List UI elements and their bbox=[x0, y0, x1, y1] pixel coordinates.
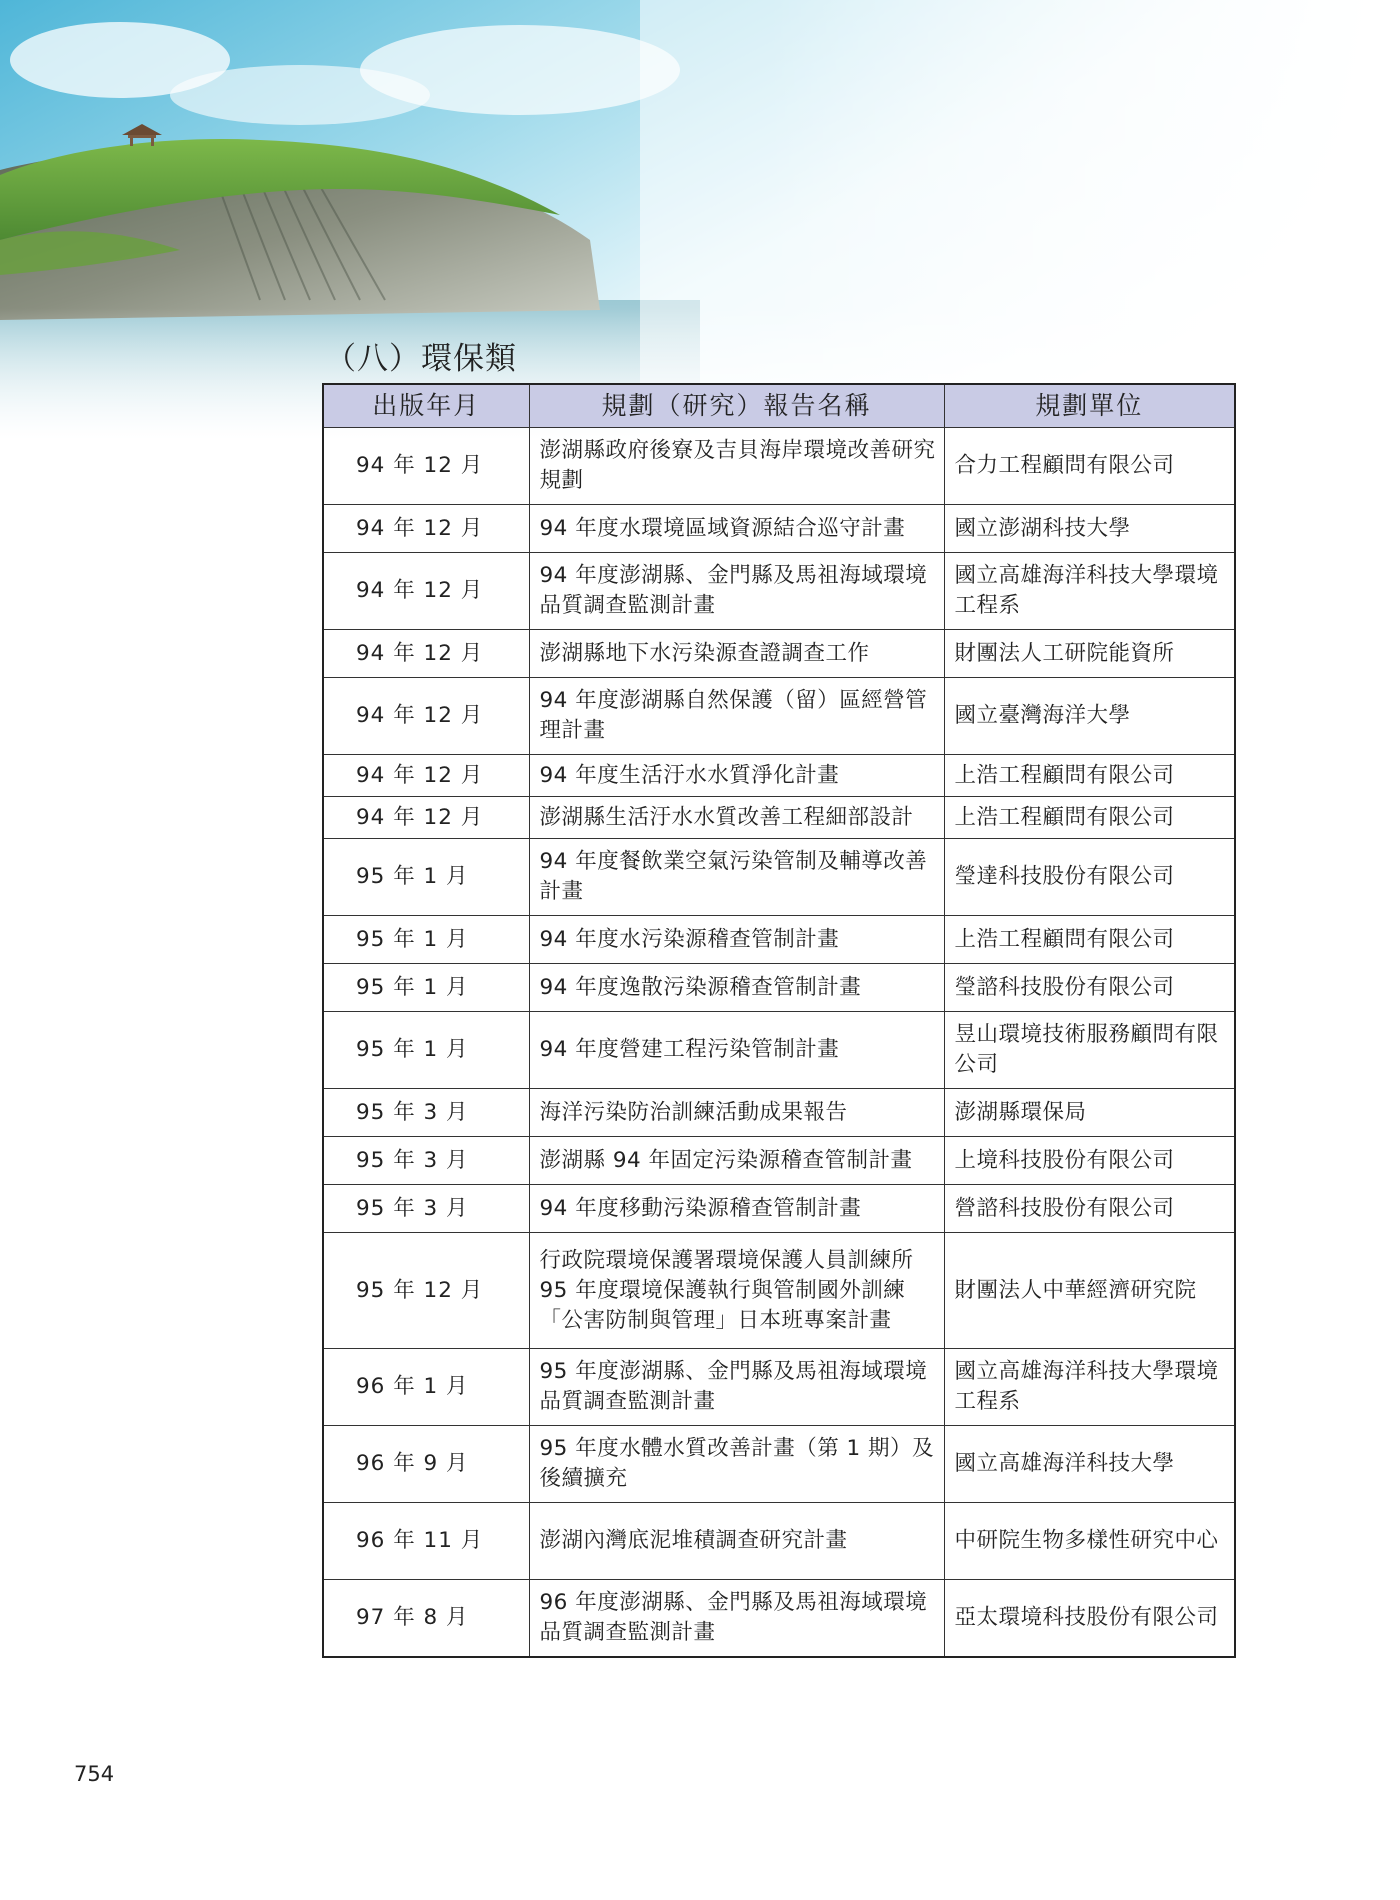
cell-report-name: 澎湖縣生活汙水水質改善工程細部設計 bbox=[529, 797, 944, 839]
cell-report-name: 澎湖縣地下水污染源查證調查工作 bbox=[529, 630, 944, 678]
cell-unit: 上浩工程顧問有限公司 bbox=[944, 916, 1235, 964]
table-row bbox=[323, 916, 1235, 964]
column-header-report-name: 規劃（研究）報告名稱 bbox=[529, 384, 944, 428]
cell-date: 94 年 12 月 bbox=[323, 797, 529, 839]
cell-unit: 中研院生物多樣性研究中心 bbox=[944, 1503, 1235, 1580]
table-row bbox=[323, 1089, 1235, 1137]
table-row bbox=[323, 428, 1235, 505]
cell-date: 94 年 12 月 bbox=[323, 630, 529, 678]
cell-date: 97 年 8 月 bbox=[323, 1580, 529, 1658]
cell-unit: 國立高雄海洋科技大學環境工程系 bbox=[944, 553, 1235, 630]
table-row bbox=[323, 1185, 1235, 1233]
cell-date: 95 年 12 月 bbox=[323, 1233, 529, 1349]
cell-report-name: 海洋污染防治訓練活動成果報告 bbox=[529, 1089, 944, 1137]
cell-unit: 國立高雄海洋科技大學 bbox=[944, 1426, 1235, 1503]
cell-report-name: 行政院環境保護署環境保護人員訓練所 95 年度環境保護執行與管制國外訓練「公害防制與管理」日本班專案計畫 bbox=[529, 1233, 944, 1349]
cell-date: 95 年 3 月 bbox=[323, 1137, 529, 1185]
cell-report-name: 94 年度移動污染源稽查管制計畫 bbox=[529, 1185, 944, 1233]
cell-unit: 上浩工程顧問有限公司 bbox=[944, 755, 1235, 797]
cell-report-name: 澎湖內灣底泥堆積調查研究計畫 bbox=[529, 1503, 944, 1580]
table-row bbox=[323, 1580, 1235, 1658]
cell-report-name: 94 年度水環境區域資源結合巡守計畫 bbox=[529, 505, 944, 553]
section-title: （八）環保類 bbox=[325, 341, 517, 377]
reports-table bbox=[322, 383, 1236, 1658]
table-row bbox=[323, 1012, 1235, 1089]
cell-unit: 國立澎湖科技大學 bbox=[944, 505, 1235, 553]
table-row bbox=[323, 678, 1235, 755]
table-row bbox=[323, 553, 1235, 630]
cell-date: 94 年 12 月 bbox=[323, 553, 529, 630]
table-header-row bbox=[323, 384, 1235, 428]
cell-unit: 上境科技股份有限公司 bbox=[944, 1137, 1235, 1185]
cell-date: 96 年 11 月 bbox=[323, 1503, 529, 1580]
cell-date: 95 年 1 月 bbox=[323, 1012, 529, 1089]
cell-unit: 國立臺灣海洋大學 bbox=[944, 678, 1235, 755]
cell-unit: 上浩工程顧問有限公司 bbox=[944, 797, 1235, 839]
cell-unit: 財團法人工研院能資所 bbox=[944, 630, 1235, 678]
cell-unit: 瑩諮科技股份有限公司 bbox=[944, 964, 1235, 1012]
cell-date: 94 年 12 月 bbox=[323, 755, 529, 797]
cell-report-name: 95 年度澎湖縣、金門縣及馬祖海域環境品質調查監測計畫 bbox=[529, 1349, 944, 1426]
table-row bbox=[323, 839, 1235, 916]
cell-unit: 瑩達科技股份有限公司 bbox=[944, 839, 1235, 916]
cell-date: 95 年 3 月 bbox=[323, 1089, 529, 1137]
cell-report-name: 96 年度澎湖縣、金門縣及馬祖海域環境品質調查監測計畫 bbox=[529, 1580, 944, 1658]
cell-date: 95 年 1 月 bbox=[323, 839, 529, 916]
cell-report-name: 澎湖縣政府後寮及吉貝海岸環境改善研究規劃 bbox=[529, 428, 944, 505]
cell-unit: 國立高雄海洋科技大學環境工程系 bbox=[944, 1349, 1235, 1426]
table-row bbox=[323, 1503, 1235, 1580]
cell-report-name: 94 年度澎湖縣、金門縣及馬祖海域環境品質調查監測計畫 bbox=[529, 553, 944, 630]
header-landscape-image bbox=[0, 0, 1400, 440]
cell-unit: 營諮科技股份有限公司 bbox=[944, 1185, 1235, 1233]
page-number: 754 bbox=[74, 1762, 115, 1786]
cell-date: 95 年 1 月 bbox=[323, 964, 529, 1012]
table-row bbox=[323, 505, 1235, 553]
cell-date: 96 年 1 月 bbox=[323, 1349, 529, 1426]
column-header-date: 出版年月 bbox=[323, 384, 529, 428]
cell-date: 96 年 9 月 bbox=[323, 1426, 529, 1503]
cell-unit: 亞太環境科技股份有限公司 bbox=[944, 1580, 1235, 1658]
cell-date: 94 年 12 月 bbox=[323, 678, 529, 755]
table-row bbox=[323, 1233, 1235, 1349]
cell-date: 95 年 3 月 bbox=[323, 1185, 529, 1233]
cell-report-name: 澎湖縣 94 年固定污染源稽查管制計畫 bbox=[529, 1137, 944, 1185]
cell-unit: 財團法人中華經濟研究院 bbox=[944, 1233, 1235, 1349]
cell-report-name: 94 年度逸散污染源稽查管制計畫 bbox=[529, 964, 944, 1012]
cell-report-name: 94 年度營建工程污染管制計畫 bbox=[529, 1012, 944, 1089]
table-row bbox=[323, 1349, 1235, 1426]
cell-date: 94 年 12 月 bbox=[323, 505, 529, 553]
table-row bbox=[323, 755, 1235, 797]
cell-unit: 澎湖縣環保局 bbox=[944, 1089, 1235, 1137]
table-row bbox=[323, 1426, 1235, 1503]
cell-unit: 昱山環境技術服務顧問有限公司 bbox=[944, 1012, 1235, 1089]
cell-report-name: 94 年度生活汙水水質淨化計畫 bbox=[529, 755, 944, 797]
table-row bbox=[323, 797, 1235, 839]
cell-report-name: 94 年度澎湖縣自然保護（留）區經營管理計畫 bbox=[529, 678, 944, 755]
table-row bbox=[323, 964, 1235, 1012]
cell-unit: 合力工程顧問有限公司 bbox=[944, 428, 1235, 505]
cell-report-name: 95 年度水體水質改善計畫（第 1 期）及後續擴充 bbox=[529, 1426, 944, 1503]
cell-date: 95 年 1 月 bbox=[323, 916, 529, 964]
cell-date: 94 年 12 月 bbox=[323, 428, 529, 505]
cell-report-name: 94 年度水污染源稽查管制計畫 bbox=[529, 916, 944, 964]
cell-report-name: 94 年度餐飲業空氣污染管制及輔導改善計畫 bbox=[529, 839, 944, 916]
table-row bbox=[323, 1137, 1235, 1185]
column-header-unit: 規劃單位 bbox=[944, 384, 1235, 428]
table-row bbox=[323, 630, 1235, 678]
